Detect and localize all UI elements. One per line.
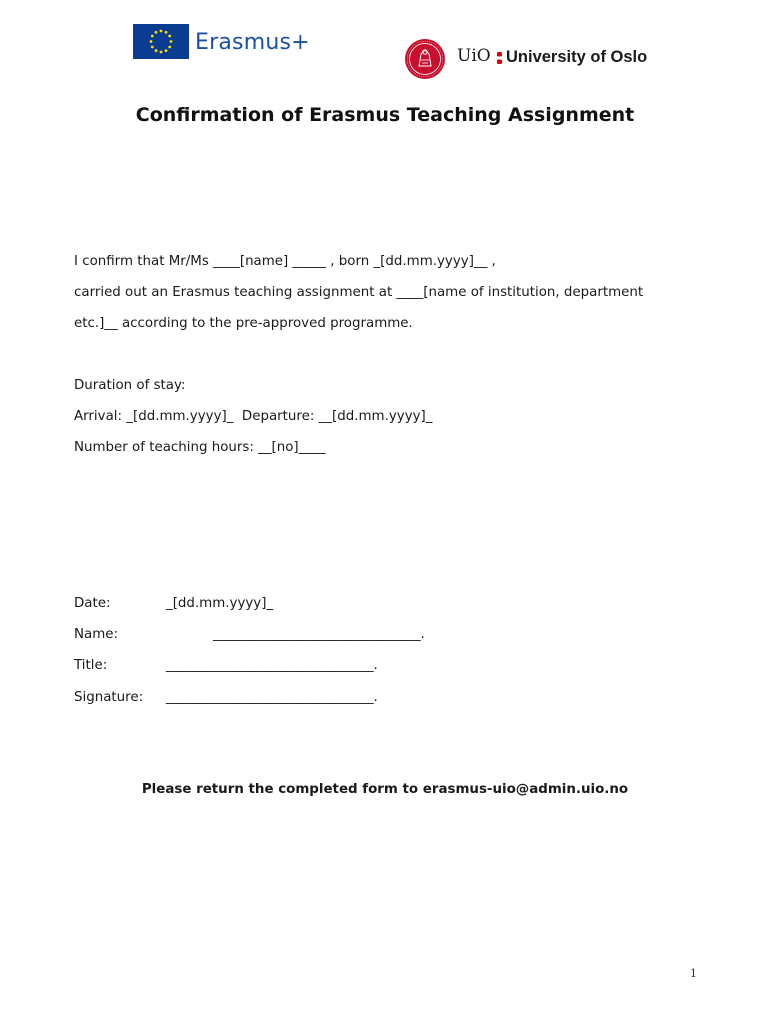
title-field: _______________________________. <box>166 658 378 673</box>
teaching-hours-line: Number of teaching hours: __[no]____ <box>74 440 326 455</box>
signature-label: Signature: <box>74 690 144 705</box>
erasmus-wordmark: Erasmus+ <box>195 30 310 55</box>
eu-flag-logo <box>133 24 189 59</box>
uio-colon-icon <box>497 50 502 64</box>
uio-long-name: University of Oslo <box>506 48 648 66</box>
page-number: 1 <box>690 967 697 980</box>
confirm-line: I confirm that Mr/Ms ____[name] _____ , born _[dd.mm.yyyy]__ , <box>74 254 496 269</box>
arrival-departure-line: Arrival: _[dd.mm.yyyy]_ Departure: __[dd.mm.yyyy]_ <box>74 409 433 424</box>
duration-heading: Duration of stay: <box>74 378 186 393</box>
programme-line: etc.]__ according to the pre-approved programme. <box>74 316 413 331</box>
eu-stars-icon <box>133 24 189 59</box>
name-field: _______________________________. <box>213 627 425 642</box>
date-field: _[dd.mm.yyyy]_ <box>166 596 274 611</box>
uio-short-name: UiO <box>457 46 491 66</box>
document-title: Confirmation of Erasmus Teaching Assignment <box>135 104 635 126</box>
signature-field: _______________________________. <box>166 690 378 705</box>
assignment-line: carried out an Erasmus teaching assignment at ____[name of institution, department <box>74 285 644 300</box>
name-label: Name: <box>74 627 119 642</box>
uio-seal-icon <box>404 38 446 80</box>
title-label: Title: <box>74 658 108 673</box>
return-instructions: Please return the completed form to erasmus-uio@admin.uio.no <box>141 782 629 797</box>
date-label: Date: <box>74 596 111 611</box>
